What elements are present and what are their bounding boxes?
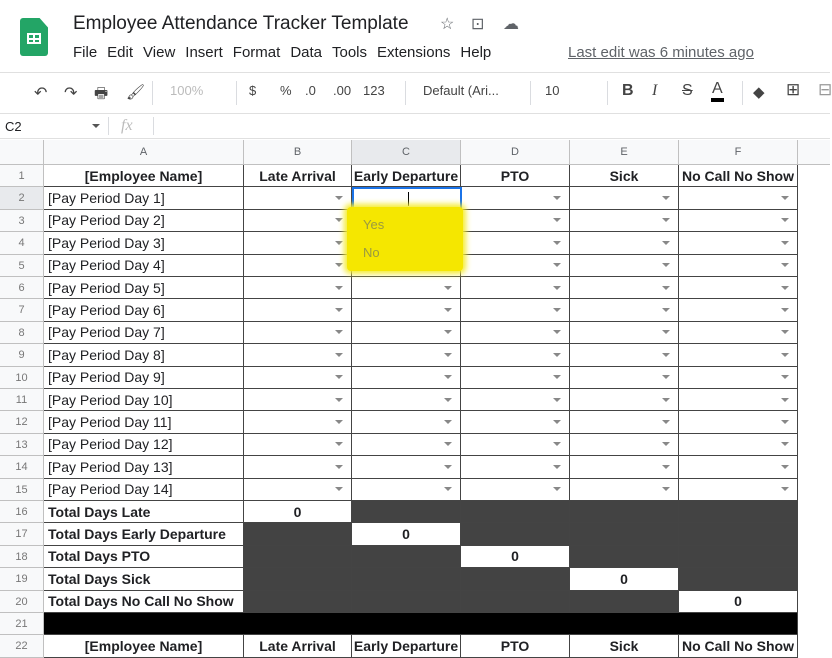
sheets-logo[interactable] (20, 18, 48, 56)
dropdown-arrow-icon[interactable] (662, 286, 670, 290)
dropdown-cell[interactable] (679, 299, 798, 321)
dropdown-cell[interactable] (244, 367, 352, 389)
row-header-7[interactable]: 7 (0, 299, 44, 321)
dropdown-cell[interactable] (570, 277, 679, 299)
dropdown-cell[interactable] (570, 434, 679, 456)
dropdown-arrow-icon[interactable] (444, 375, 452, 379)
day-label-cell[interactable]: [Pay Period Day 5] (44, 277, 244, 299)
dropdown-cell[interactable] (679, 389, 798, 411)
dropdown-arrow-icon[interactable] (553, 196, 561, 200)
fx-icon: fx (121, 117, 133, 134)
column-header-f[interactable]: F (679, 140, 798, 165)
total-value-cell[interactable]: 0 (570, 568, 679, 590)
font-size-select[interactable]: 10 (545, 83, 560, 98)
dropdown-arrow-icon[interactable] (781, 263, 789, 267)
dropdown-arrow-icon[interactable] (662, 375, 670, 379)
menu-bar (73, 44, 501, 61)
header-cell[interactable]: No Call No Show (679, 165, 798, 187)
blocked-cell[interactable] (570, 546, 679, 568)
toolbar (0, 72, 830, 112)
dropdown-arrow-icon[interactable] (335, 353, 343, 357)
header-cell[interactable]: No Call No Show (679, 635, 798, 657)
dropdown-cell[interactable] (679, 232, 798, 254)
dropdown-arrow-icon[interactable] (444, 487, 452, 491)
total-label-cell[interactable]: Total Days Early Departure (44, 523, 244, 545)
dropdown-arrow-icon[interactable] (781, 196, 789, 200)
row-header-6[interactable]: 6 (0, 277, 44, 299)
dropdown-arrow-icon[interactable] (335, 196, 343, 200)
fill-color-icon[interactable]: ◆ (753, 84, 765, 101)
dropdown-cell[interactable] (244, 277, 352, 299)
menu-insert[interactable]: Insert (185, 44, 223, 61)
dropdown-arrow-icon[interactable] (781, 420, 789, 424)
total-label-cell[interactable]: Total Days PTO (44, 546, 244, 568)
dropdown-arrow-icon[interactable] (335, 398, 343, 402)
dropdown-arrow-icon[interactable] (335, 375, 343, 379)
header-cell[interactable]: Sick (570, 165, 679, 187)
day-label-cell[interactable]: [Pay Period Day 4] (44, 255, 244, 277)
dropdown-arrow-icon[interactable] (662, 487, 670, 491)
row-header-17[interactable]: 17 (0, 523, 44, 545)
dropdown-cell[interactable] (679, 367, 798, 389)
blocked-cell[interactable] (461, 568, 570, 590)
day-label-cell[interactable]: [Pay Period Day 13] (44, 456, 244, 478)
dropdown-cell[interactable] (244, 411, 352, 433)
dropdown-arrow-icon[interactable] (444, 353, 452, 357)
star-icon[interactable]: ☆ (440, 16, 455, 33)
dropdown-cell[interactable] (679, 255, 798, 277)
day-label-cell[interactable]: [Pay Period Day 9] (44, 367, 244, 389)
select-all-corner[interactable] (0, 140, 44, 165)
dropdown-arrow-icon[interactable] (335, 465, 343, 469)
blocked-cell[interactable] (352, 568, 461, 590)
blocked-cell[interactable] (679, 501, 798, 523)
dropdown-cell[interactable] (461, 299, 570, 321)
dropdown-cell[interactable] (461, 322, 570, 344)
dropdown-arrow-icon[interactable] (662, 218, 670, 222)
dropdown-cell[interactable] (570, 299, 679, 321)
dropdown-arrow-icon[interactable] (662, 420, 670, 424)
column-header-g[interactable] (798, 140, 830, 165)
header-cell[interactable]: [Employee Name] (44, 165, 244, 187)
menu-tools[interactable]: Tools (332, 44, 368, 61)
dropdown-arrow-icon[interactable] (335, 442, 343, 446)
strikethrough-button[interactable]: S (682, 82, 693, 99)
dropdown-cell[interactable] (570, 187, 679, 209)
dropdown-cell[interactable] (244, 187, 352, 209)
dropdown-cell[interactable] (461, 367, 570, 389)
dropdown-cell[interactable] (570, 456, 679, 478)
dropdown-cell[interactable] (461, 411, 570, 433)
dropdown-cell[interactable] (570, 232, 679, 254)
formula-bar (0, 113, 830, 139)
header-cell[interactable]: Sick (570, 635, 679, 657)
dropdown-option-no[interactable]: No (363, 245, 380, 260)
total-value-cell[interactable]: 0 (352, 523, 461, 545)
total-label-cell[interactable]: Total Days No Call No Show (44, 591, 244, 613)
redo-icon[interactable]: ↷ (64, 85, 78, 102)
day-label-cell[interactable]: [Pay Period Day 10] (44, 389, 244, 411)
row-header-13[interactable]: 13 (0, 434, 44, 456)
dropdown-cell[interactable] (679, 322, 798, 344)
row-header-3[interactable]: 3 (0, 210, 44, 232)
row-header-15[interactable]: 15 (0, 479, 44, 501)
column-header-c[interactable]: C (352, 140, 461, 165)
dropdown-arrow-icon[interactable] (553, 487, 561, 491)
name-box[interactable]: C2 (5, 119, 22, 134)
dropdown-cell[interactable] (679, 277, 798, 299)
dropdown-cell[interactable] (461, 479, 570, 501)
italic-button[interactable]: I (652, 82, 658, 99)
row-header-19[interactable]: 19 (0, 568, 44, 590)
dropdown-cell[interactable] (244, 389, 352, 411)
dropdown-cell[interactable] (570, 479, 679, 501)
dropdown-cell[interactable] (352, 411, 461, 433)
text-color-button[interactable]: A (711, 80, 724, 102)
header-cell[interactable]: [Employee Name] (44, 635, 244, 657)
dropdown-arrow-icon[interactable] (553, 465, 561, 469)
dropdown-cell[interactable] (461, 389, 570, 411)
undo-icon[interactable]: ↶ (34, 85, 48, 102)
day-label-cell[interactable]: [Pay Period Day 7] (44, 322, 244, 344)
dropdown-cell[interactable] (352, 277, 461, 299)
increase-decimal-button[interactable]: .00 (333, 83, 352, 98)
last-edit-link[interactable]: Last edit was 6 minutes ago (568, 44, 754, 61)
dropdown-cell[interactable] (679, 479, 798, 501)
dropdown-arrow-icon[interactable] (335, 330, 343, 334)
dropdown-cell[interactable] (461, 456, 570, 478)
total-label-cell[interactable]: Total Days Sick (44, 568, 244, 590)
dropdown-cell[interactable] (679, 411, 798, 433)
menu-extensions[interactable]: Extensions (377, 44, 451, 61)
blocked-cell[interactable] (570, 501, 679, 523)
row-header-20[interactable]: 20 (0, 591, 44, 613)
blocked-cell[interactable] (570, 591, 679, 613)
header-cell[interactable]: PTO (461, 165, 570, 187)
row-header-14[interactable]: 14 (0, 456, 44, 478)
dropdown-arrow-icon[interactable] (781, 308, 789, 312)
dropdown-arrow-icon[interactable] (662, 353, 670, 357)
dropdown-cell[interactable] (352, 456, 461, 478)
row-header-18[interactable]: 18 (0, 546, 44, 568)
dropdown-arrow-icon[interactable] (781, 398, 789, 402)
dropdown-arrow-icon[interactable] (662, 241, 670, 245)
dropdown-cell[interactable] (352, 344, 461, 366)
row-header-21[interactable]: 21 (0, 613, 44, 635)
more-formats-button[interactable]: 123 (363, 83, 385, 98)
total-value-cell[interactable]: 0 (461, 546, 570, 568)
merge-cells-icon[interactable]: ⊟ (818, 80, 832, 99)
dropdown-cell[interactable] (352, 322, 461, 344)
blocked-cell[interactable] (461, 591, 570, 613)
dropdown-arrow-icon[interactable] (781, 218, 789, 222)
dropdown-arrow-icon[interactable] (662, 465, 670, 469)
dropdown-arrow-icon[interactable] (662, 308, 670, 312)
paint-format-icon[interactable]: 🖌 (126, 84, 146, 101)
dropdown-cell[interactable] (352, 434, 461, 456)
dropdown-cell[interactable] (570, 322, 679, 344)
dropdown-cell[interactable] (679, 187, 798, 209)
dropdown-cell[interactable] (679, 456, 798, 478)
dropdown-arrow-icon[interactable] (553, 218, 561, 222)
dropdown-arrow-icon[interactable] (781, 241, 789, 245)
row-header-10[interactable]: 10 (0, 367, 44, 389)
menu-format[interactable]: Format (232, 44, 281, 61)
menu-data[interactable]: Data (290, 44, 322, 61)
dropdown-cell[interactable] (461, 255, 570, 277)
day-label-cell[interactable]: [Pay Period Day 14] (44, 479, 244, 501)
dropdown-cell[interactable] (244, 456, 352, 478)
formula-input[interactable] (160, 119, 820, 135)
column-header-b[interactable]: B (244, 140, 352, 165)
currency-button[interactable]: $ (249, 83, 257, 98)
text-cursor (408, 192, 409, 206)
header-cell[interactable]: PTO (461, 635, 570, 657)
day-label-cell[interactable]: [Pay Period Day 2] (44, 210, 244, 232)
dropdown-arrow-icon[interactable] (553, 398, 561, 402)
day-label-cell[interactable]: [Pay Period Day 11] (44, 411, 244, 433)
column-header-e[interactable]: E (570, 140, 679, 165)
dropdown-cell[interactable] (461, 344, 570, 366)
total-value-cell[interactable]: 0 (679, 591, 798, 613)
dropdown-option-yes[interactable]: Yes (363, 217, 385, 232)
dropdown-arrow-icon[interactable] (335, 286, 343, 290)
dropdown-cell[interactable] (244, 299, 352, 321)
dropdown-arrow-icon[interactable] (662, 263, 670, 267)
move-folder-icon[interactable]: ⊡ (471, 16, 485, 33)
dropdown-cell[interactable] (461, 232, 570, 254)
dropdown-arrow-icon[interactable] (781, 487, 789, 491)
dropdown-cell[interactable] (244, 344, 352, 366)
cloud-status-icon[interactable]: ☁ (503, 16, 519, 33)
blocked-cell[interactable] (244, 591, 352, 613)
dropdown-arrow-icon[interactable] (335, 241, 343, 245)
dropdown-cell[interactable] (679, 344, 798, 366)
dropdown-cell[interactable] (352, 389, 461, 411)
dropdown-cell[interactable] (244, 255, 352, 277)
dropdown-arrow-icon[interactable] (781, 375, 789, 379)
blocked-cell[interactable] (352, 591, 461, 613)
column-header-a[interactable]: A (44, 140, 244, 165)
dropdown-arrow-icon[interactable] (335, 218, 343, 222)
dropdown-arrow-icon[interactable] (553, 308, 561, 312)
total-value-cell[interactable]: 0 (244, 501, 352, 523)
blocked-cell[interactable] (352, 501, 461, 523)
header-cell[interactable]: Early Departure (352, 165, 461, 187)
dropdown-arrow-icon[interactable] (444, 330, 452, 334)
dropdown-cell[interactable] (244, 210, 352, 232)
dropdown-cell[interactable] (244, 434, 352, 456)
dropdown-arrow-icon[interactable] (553, 330, 561, 334)
blocked-cell[interactable] (244, 523, 352, 545)
blocked-cell[interactable] (461, 501, 570, 523)
row-header-11[interactable]: 11 (0, 389, 44, 411)
dropdown-arrow-icon[interactable] (662, 196, 670, 200)
dropdown-arrow-icon[interactable] (553, 442, 561, 446)
row-header-1[interactable]: 1 (0, 165, 44, 187)
dropdown-cell[interactable] (461, 277, 570, 299)
row-header-5[interactable]: 5 (0, 255, 44, 277)
dropdown-arrow-icon[interactable] (444, 442, 452, 446)
dropdown-arrow-icon[interactable] (335, 263, 343, 267)
blocked-cell[interactable] (679, 523, 798, 545)
row-header-9[interactable]: 9 (0, 344, 44, 366)
day-label-cell[interactable]: [Pay Period Day 12] (44, 434, 244, 456)
blocked-cell[interactable] (570, 523, 679, 545)
print-icon[interactable]: 🖶 (94, 85, 109, 102)
document-title[interactable]: Employee Attendance Tracker Template (73, 13, 409, 34)
dropdown-menu (347, 207, 463, 271)
header-cell[interactable]: Late Arrival (244, 165, 352, 187)
menu-edit[interactable]: Edit (107, 44, 134, 61)
dropdown-arrow-icon[interactable] (444, 420, 452, 424)
dropdown-arrow-icon[interactable] (781, 330, 789, 334)
dropdown-cell[interactable] (461, 210, 570, 232)
day-label-cell[interactable]: [Pay Period Day 3] (44, 232, 244, 254)
menu-view[interactable]: View (143, 44, 176, 61)
blocked-cell[interactable] (461, 523, 570, 545)
dropdown-cell[interactable] (461, 187, 570, 209)
dropdown-cell[interactable] (244, 479, 352, 501)
dropdown-arrow-icon[interactable] (444, 308, 452, 312)
row-header-2[interactable]: 2 (0, 187, 44, 209)
column-header-d[interactable]: D (461, 140, 570, 165)
row-header-4[interactable]: 4 (0, 232, 44, 254)
dropdown-cell[interactable] (570, 255, 679, 277)
menu-file[interactable]: File (73, 44, 98, 61)
dropdown-cell[interactable] (570, 411, 679, 433)
dropdown-arrow-icon[interactable] (444, 398, 452, 402)
dropdown-cell[interactable] (461, 434, 570, 456)
dropdown-cell[interactable] (570, 210, 679, 232)
dropdown-arrow-icon[interactable] (781, 286, 789, 290)
dropdown-arrow-icon[interactable] (444, 286, 452, 290)
dropdown-cell[interactable] (679, 210, 798, 232)
dropdown-arrow-icon[interactable] (781, 465, 789, 469)
borders-icon[interactable]: ⊞ (786, 80, 801, 99)
header-cell[interactable]: Late Arrival (244, 635, 352, 657)
dropdown-arrow-icon[interactable] (553, 353, 561, 357)
day-label-cell[interactable]: [Pay Period Day 6] (44, 299, 244, 321)
menu-help[interactable]: Help (460, 44, 492, 61)
dropdown-arrow-icon[interactable] (553, 375, 561, 379)
dropdown-arrow-icon[interactable] (335, 487, 343, 491)
day-label-cell[interactable]: [Pay Period Day 8] (44, 344, 244, 366)
dropdown-arrow-icon[interactable] (781, 442, 789, 446)
dropdown-arrow-icon[interactable] (662, 398, 670, 402)
row-header-22[interactable]: 22 (0, 635, 44, 657)
dropdown-cell[interactable] (244, 322, 352, 344)
row-header-12[interactable]: 12 (0, 411, 44, 433)
zoom-select[interactable]: 100% (170, 83, 204, 98)
dropdown-arrow-icon[interactable] (335, 308, 343, 312)
dropdown-arrow-icon[interactable] (662, 330, 670, 334)
decrease-decimal-button[interactable]: .0 (305, 83, 316, 98)
dropdown-cell[interactable] (679, 434, 798, 456)
dropdown-cell[interactable] (570, 367, 679, 389)
dropdown-arrow-icon[interactable] (553, 241, 561, 245)
dropdown-arrow-icon[interactable] (553, 420, 561, 424)
dropdown-cell[interactable] (352, 479, 461, 501)
dropdown-arrow-icon[interactable] (553, 263, 561, 267)
dropdown-arrow-icon[interactable] (335, 420, 343, 424)
dropdown-arrow-icon[interactable] (662, 442, 670, 446)
total-label-cell[interactable]: Total Days Late (44, 501, 244, 523)
blocked-cell[interactable] (679, 568, 798, 590)
bold-button[interactable]: B (622, 82, 634, 99)
dropdown-cell[interactable] (352, 299, 461, 321)
blocked-cell[interactable] (679, 546, 798, 568)
header-cell[interactable]: Early Departure (352, 635, 461, 657)
separator-row[interactable] (44, 613, 798, 635)
percent-button[interactable]: % (280, 83, 292, 98)
blocked-cell[interactable] (244, 546, 352, 568)
dropdown-cell[interactable] (570, 389, 679, 411)
row-header-16[interactable]: 16 (0, 501, 44, 523)
dropdown-cell[interactable] (244, 232, 352, 254)
dropdown-cell[interactable] (570, 344, 679, 366)
font-select[interactable]: Default (Ari... (423, 83, 499, 98)
blocked-cell[interactable] (244, 568, 352, 590)
row-header-8[interactable]: 8 (0, 322, 44, 344)
dropdown-arrow-icon[interactable] (444, 465, 452, 469)
day-label-cell[interactable]: [Pay Period Day 1] (44, 187, 244, 209)
dropdown-cell[interactable] (352, 367, 461, 389)
dropdown-arrow-icon[interactable] (553, 286, 561, 290)
dropdown-arrow-icon[interactable] (781, 353, 789, 357)
blocked-cell[interactable] (352, 546, 461, 568)
